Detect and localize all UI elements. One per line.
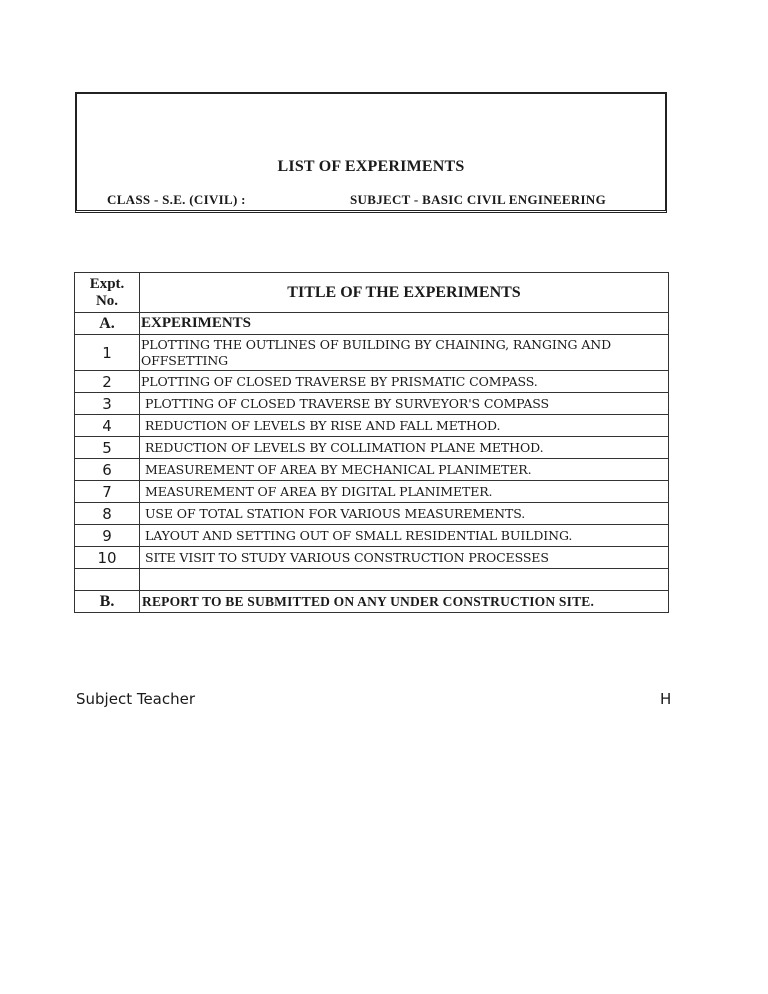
table-row: [75, 393, 669, 415]
table-header-row: [75, 273, 669, 313]
section-b-row: [75, 591, 669, 613]
empty-cell: [75, 569, 140, 591]
header-box: [75, 92, 667, 213]
experiment-number: 1: [75, 335, 140, 371]
table-row: [75, 525, 669, 547]
experiment-number: 8: [75, 503, 140, 525]
experiment-title: PLOTTING OF CLOSED TRAVERSE BY SURVEYOR'S COMPASS: [140, 393, 669, 415]
table-row: [75, 547, 669, 569]
subject-label: SUBJECT - BASIC CIVIL ENGINEERING: [350, 192, 607, 207]
experiment-number: 9: [75, 525, 140, 547]
table-row: [75, 459, 669, 481]
experiment-number: 6: [75, 459, 140, 481]
section-b-title: REPORT TO BE SUBMITTED ON ANY UNDER CONSTRUCTION SITE.: [140, 591, 669, 613]
section-a-row: [75, 313, 669, 335]
column-header-expt-no: [75, 273, 140, 313]
section-b-label: B.: [75, 591, 140, 613]
experiment-number: 2: [75, 371, 140, 393]
experiments-table: [74, 272, 669, 613]
experiment-title: REDUCTION OF LEVELS BY RISE AND FALL METHOD.: [140, 415, 669, 437]
empty-cell: [140, 569, 669, 591]
experiment-number: 5: [75, 437, 140, 459]
column-header-expt-no-line2: No.: [95, 292, 119, 309]
experiment-title: SITE VISIT TO STUDY VARIOUS CONSTRUCTION PROCESSES: [140, 547, 669, 569]
experiment-title: MEASUREMENT OF AREA BY DIGITAL PLANIMETER.: [140, 481, 669, 503]
experiment-number: 7: [75, 481, 140, 503]
experiment-number: 10: [75, 547, 140, 569]
section-a-title: EXPERIMENTS: [140, 313, 669, 335]
table-row: [75, 503, 669, 525]
subject-teacher-label: Subject Teacher: [76, 690, 196, 708]
table-row: [75, 481, 669, 503]
class-label: CLASS - S.E. (CIVIL) :: [107, 192, 246, 207]
experiment-title: LAYOUT AND SETTING OUT OF SMALL RESIDENTIAL BUILDING.: [140, 525, 669, 547]
column-header-expt-no-line1: Expt.: [89, 275, 125, 292]
table-row: [75, 371, 669, 393]
table-row: [75, 415, 669, 437]
experiment-title: PLOTTING OF CLOSED TRAVERSE BY PRISMATIC COMPASS.: [140, 371, 669, 393]
page-title: LIST OF EXPERIMENTS: [277, 158, 465, 175]
section-a-label: A.: [75, 313, 140, 335]
experiment-title: USE OF TOTAL STATION FOR VARIOUS MEASUREMENTS.: [140, 503, 669, 525]
experiment-title: REDUCTION OF LEVELS BY COLLIMATION PLANE METHOD.: [140, 437, 669, 459]
experiment-number: 3: [75, 393, 140, 415]
table-row: [75, 335, 669, 371]
experiment-title: PLOTTING THE OUTLINES OF BUILDING BY CHAINING, RANGING AND OFFSETTING: [140, 335, 669, 371]
experiment-number: 4: [75, 415, 140, 437]
empty-row: [75, 569, 669, 591]
table-row: [75, 437, 669, 459]
cut-off-signature-label: H: [660, 690, 672, 708]
column-header-title: TITLE OF THE EXPERIMENTS: [140, 273, 669, 313]
experiment-title: MEASUREMENT OF AREA BY MECHANICAL PLANIMETER.: [140, 459, 669, 481]
